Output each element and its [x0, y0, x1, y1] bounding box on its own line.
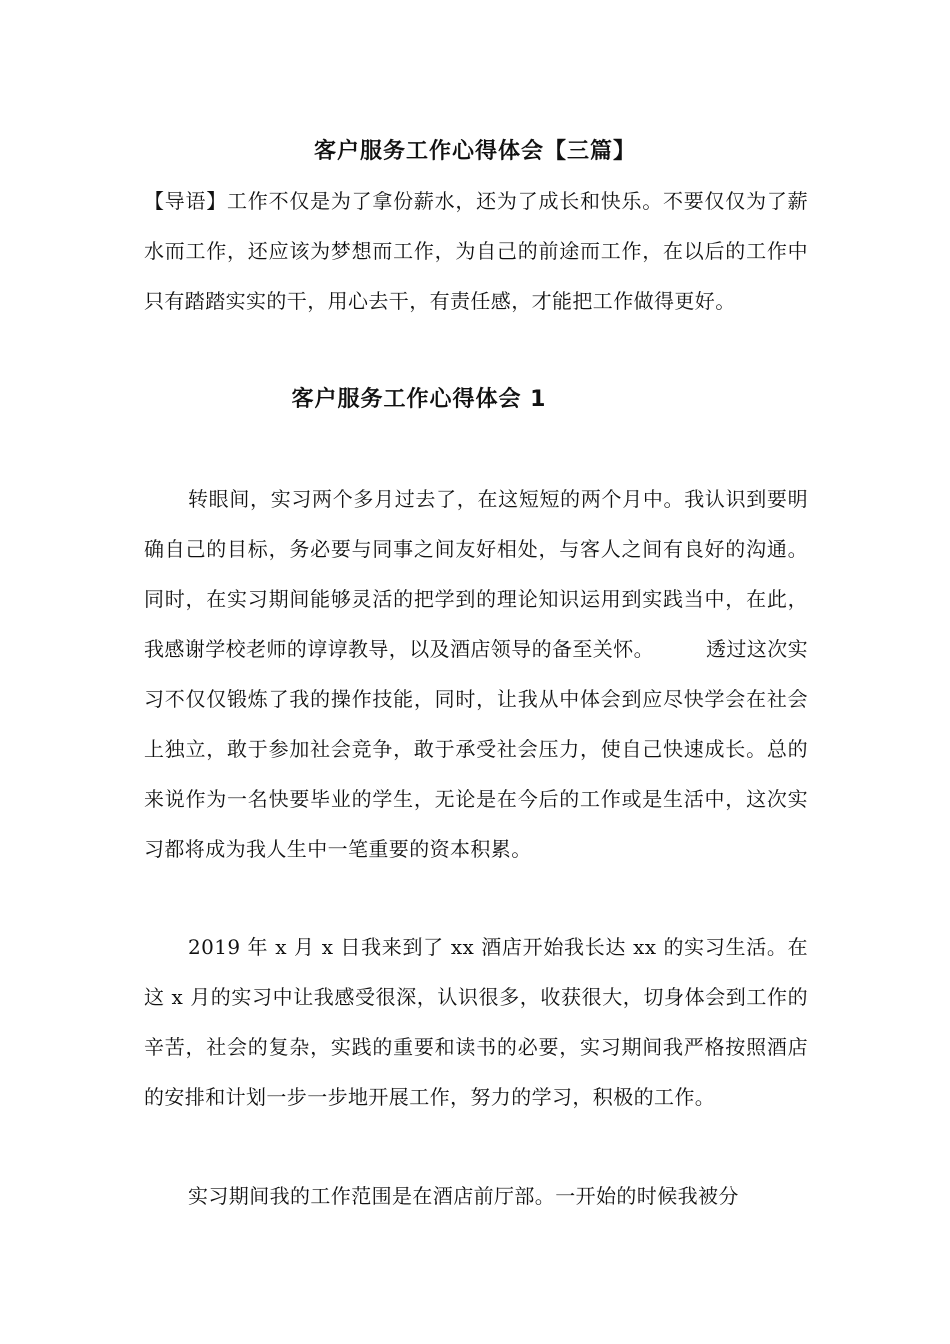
body-paragraph-1-part-a: 转眼间，实习两个多月过去了，在这短短的两个月中。我认识到要明确自己的目标，务必要与同事之间友好相处，与客人之间有良好的沟通。同时，在实习期间能够灵活的把学到的理论知识运用到实践当中，在此，我感谢学校老师的谆谆教导，以及酒店领导的备至关怀。: [144, 487, 808, 661]
intro-paragraph: 【导语】工作不仅是为了拿份薪水，还为了成长和快乐。不要仅仅为了薪水而工作，还应该为梦想而工作，为自己的前途而工作，在以后的工作中只有踏踏实实的干，用心去干，有责任感，才能把工作做得更好。: [144, 189, 808, 313]
body-paragraph-1-part-b: 透过这次实习不仅仅锻炼了我的操作技能，同时，让我从中体会到应尽快学会在社会上独立，敢于参加社会竞争，敢于承受社会压力，使自己快速成长。总的来说作为一名快要毕业的学生，无论是在今后的工作或是生活中，这次实习都将成为我人生中一笔重要的资本积累。: [144, 637, 808, 861]
body-paragraph-2: 2019 年 x 月 x 日我来到了 xx 酒店开始我长达 xx 的实习生活。在这 x 月的实习中让我感受很深，认识很多，收获很大，切身体会到工作的辛苦，社会的复杂，实践的重要和读书的必要，实习期间我严格按照酒店的安排和计划一步一步地开展工作，努力的学习，积极的工作。: [144, 935, 808, 1109]
section-title: 客户服务工作心得体会 1: [291, 387, 547, 412]
body-paragraph-3: 实习期间我的工作范围是在酒店前厅部。一开始的时候我被分: [188, 1184, 739, 1208]
document-title: 客户服务工作心得体会【三篇】: [313, 139, 636, 164]
body-paragraph-1: [144, 474, 808, 874]
